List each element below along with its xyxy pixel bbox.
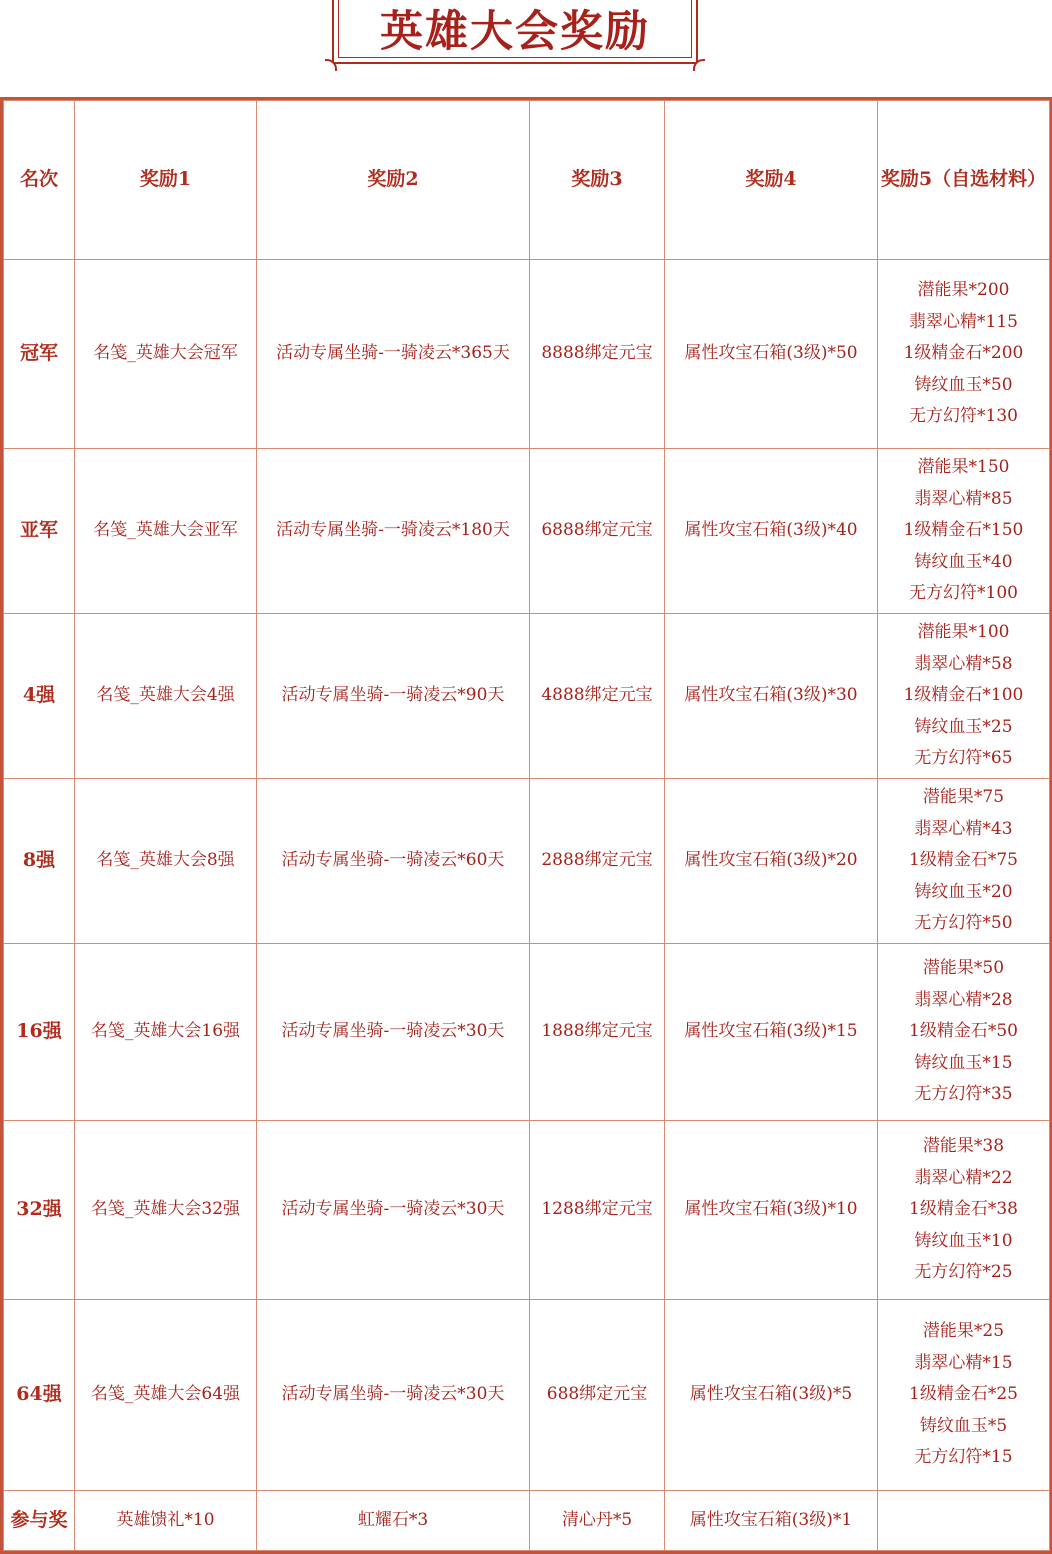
reward-2-cell [257, 944, 530, 1121]
reward-1-cell [75, 1491, 257, 1551]
reward-3-cell [530, 1121, 665, 1300]
title-banner [332, 0, 698, 64]
reward-2-cell [257, 260, 530, 449]
reward-3-cell [530, 614, 665, 779]
reward-4-text: 属性攻宝石箱(3级)*5 [689, 1384, 853, 1405]
reward-4-text: 属性攻宝石箱(3级)*30 [684, 685, 858, 706]
rank-cell: 参与奖 [4, 1491, 75, 1551]
reward-4-text: 属性攻宝石箱(3级)*1 [689, 1509, 853, 1530]
rank-cell: 64强 [4, 1300, 75, 1491]
material-item: 铸纹血玉*10 [914, 1230, 1013, 1251]
reward-2-cell [257, 1491, 530, 1551]
material-item: 翡翠心精*28 [914, 989, 1013, 1010]
table-row [4, 944, 1050, 1121]
reward-2-cell [257, 779, 530, 944]
reward-1-text: 名笺_英雄大会4强 [96, 685, 235, 706]
material-item: 1级精金石*50 [909, 1021, 1018, 1042]
rank-cell: 亚军 [4, 449, 75, 614]
material-item: 无方幻符*35 [914, 1084, 1013, 1105]
reward-2-cell [257, 1121, 530, 1300]
rank-cell: 32强 [4, 1121, 75, 1300]
reward-3-cell [530, 260, 665, 449]
header-reward-1: 奖励1 [75, 101, 257, 260]
table-header-row [4, 101, 1050, 260]
material-item: 1级精金石*100 [903, 685, 1024, 706]
material-item: 1级精金石*25 [909, 1384, 1018, 1405]
reward-3-text: 1288绑定元宝 [541, 1199, 653, 1220]
material-item: 无方幻符*65 [914, 748, 1013, 769]
reward-2-text: 活动专属坐骑-一骑凌云*60天 [281, 850, 505, 871]
table-row [4, 449, 1050, 614]
reward-3-cell [530, 1491, 665, 1551]
material-item: 无方幻符*25 [914, 1262, 1013, 1283]
rank-cell: 4强 [4, 614, 75, 779]
reward-3-cell [530, 944, 665, 1121]
header-reward-2: 奖励2 [257, 101, 530, 260]
reward-5-cell [878, 260, 1050, 449]
reward-4-cell [665, 1121, 878, 1300]
header-reward-4: 奖励4 [665, 101, 878, 260]
reward-1-cell [75, 614, 257, 779]
reward-2-text: 虹耀石*3 [357, 1509, 429, 1530]
material-item: 1级精金石*38 [909, 1199, 1018, 1220]
reward-1-cell [75, 944, 257, 1121]
reward-1-text: 名笺_英雄大会64强 [90, 1384, 241, 1405]
header-reward-5: 奖励5（自选材料） [878, 101, 1050, 260]
rewards-table-frame [0, 97, 1052, 1554]
reward-5-cell [878, 1491, 1050, 1551]
material-item: 潜能果*75 [922, 787, 1005, 808]
reward-4-cell [665, 1491, 878, 1551]
reward-4-cell [665, 449, 878, 614]
reward-1-cell [75, 449, 257, 614]
reward-1-text: 名笺_英雄大会8强 [96, 850, 235, 871]
reward-2-cell [257, 1300, 530, 1491]
material-item: 铸纹血玉*50 [914, 374, 1013, 395]
rank-cell: 8强 [4, 779, 75, 944]
reward-3-text: 清心丹*5 [561, 1509, 633, 1530]
material-item: 翡翠心精*22 [914, 1167, 1013, 1188]
material-item: 1级精金石*200 [903, 343, 1024, 364]
participation-row [4, 1491, 1050, 1551]
material-item: 铸纹血玉*20 [914, 881, 1013, 902]
material-item: 潜能果*150 [917, 457, 1010, 478]
table-row [4, 614, 1050, 779]
table-row [4, 779, 1050, 944]
material-item: 无方幻符*50 [914, 913, 1013, 934]
reward-3-cell [530, 449, 665, 614]
material-item: 翡翠心精*115 [909, 311, 1018, 332]
reward-1-cell [75, 779, 257, 944]
material-item: 1级精金石*75 [909, 850, 1018, 871]
reward-3-cell [530, 779, 665, 944]
rank-cell: 16强 [4, 944, 75, 1121]
reward-1-text: 名笺_英雄大会16强 [90, 1021, 241, 1042]
reward-5-cell [878, 449, 1050, 614]
reward-2-cell [257, 614, 530, 779]
reward-4-cell [665, 779, 878, 944]
reward-4-text: 属性攻宝石箱(3级)*10 [684, 1199, 858, 1220]
reward-2-cell [257, 449, 530, 614]
reward-4-text: 属性攻宝石箱(3级)*15 [684, 1021, 858, 1042]
reward-2-text: 活动专属坐骑-一骑凌云*30天 [281, 1199, 505, 1220]
material-item: 翡翠心精*85 [914, 488, 1013, 509]
reward-1-text: 名笺_英雄大会32强 [90, 1199, 241, 1220]
header-reward-3: 奖励3 [530, 101, 665, 260]
reward-2-text: 活动专属坐骑-一骑凌云*90天 [281, 685, 505, 706]
material-item: 潜能果*25 [922, 1321, 1005, 1342]
reward-3-cell [530, 1300, 665, 1491]
reward-1-cell [75, 1121, 257, 1300]
table-row [4, 1300, 1050, 1491]
reward-2-text: 活动专属坐骑-一骑凌云*365天 [276, 343, 510, 364]
material-item: 潜能果*50 [922, 958, 1005, 979]
reward-5-cell [878, 944, 1050, 1121]
reward-1-text: 名笺_英雄大会亚军 [93, 520, 238, 541]
reward-4-text: 属性攻宝石箱(3级)*40 [684, 520, 858, 541]
table-row [4, 1121, 1050, 1300]
reward-2-text: 活动专属坐骑-一骑凌云*30天 [281, 1384, 505, 1405]
reward-4-text: 属性攻宝石箱(3级)*20 [684, 850, 858, 871]
reward-5-cell [878, 614, 1050, 779]
reward-3-text: 4888绑定元宝 [541, 685, 653, 706]
reward-1-cell [75, 1300, 257, 1491]
reward-4-text: 属性攻宝石箱(3级)*50 [684, 343, 858, 364]
reward-4-cell [665, 1300, 878, 1491]
material-item: 潜能果*38 [922, 1136, 1005, 1157]
reward-3-text: 8888绑定元宝 [541, 343, 653, 364]
reward-5-cell [878, 1121, 1050, 1300]
material-item: 翡翠心精*58 [914, 653, 1013, 674]
table-row [4, 260, 1050, 449]
reward-3-text: 688绑定元宝 [546, 1384, 648, 1405]
material-item: 铸纹血玉*15 [914, 1052, 1013, 1073]
rewards-table [3, 100, 1050, 1551]
material-item: 无方幻符*15 [914, 1447, 1013, 1468]
reward-2-text: 活动专属坐骑-一骑凌云*30天 [281, 1021, 505, 1042]
material-item: 潜能果*200 [917, 280, 1010, 301]
material-item: 1级精金石*150 [903, 520, 1024, 541]
reward-5-cell [878, 779, 1050, 944]
material-item: 铸纹血玉*25 [914, 716, 1013, 737]
material-item: 铸纹血玉*5 [919, 1415, 1008, 1436]
header-rank: 名次 [4, 101, 75, 260]
material-item: 无方幻符*100 [909, 583, 1018, 604]
reward-3-text: 2888绑定元宝 [541, 850, 653, 871]
reward-4-cell [665, 614, 878, 779]
material-item: 翡翠心精*15 [914, 1352, 1013, 1373]
reward-4-cell [665, 944, 878, 1121]
reward-4-cell [665, 260, 878, 449]
material-item: 无方幻符*130 [909, 406, 1018, 427]
reward-5-cell [878, 1300, 1050, 1491]
material-item: 铸纹血玉*40 [914, 551, 1013, 572]
reward-1-cell [75, 260, 257, 449]
reward-1-text: 英雄馈礼*10 [116, 1509, 215, 1530]
reward-3-text: 6888绑定元宝 [541, 520, 653, 541]
reward-3-text: 1888绑定元宝 [541, 1021, 653, 1042]
reward-2-text: 活动专属坐骑-一骑凌云*180天 [276, 520, 510, 541]
page-title: 英雄大会奖励 [380, 7, 650, 57]
reward-1-text: 名笺_英雄大会冠军 [93, 343, 238, 364]
material-item: 潜能果*100 [917, 622, 1010, 643]
material-item: 翡翠心精*43 [914, 818, 1013, 839]
rank-cell: 冠军 [4, 260, 75, 449]
